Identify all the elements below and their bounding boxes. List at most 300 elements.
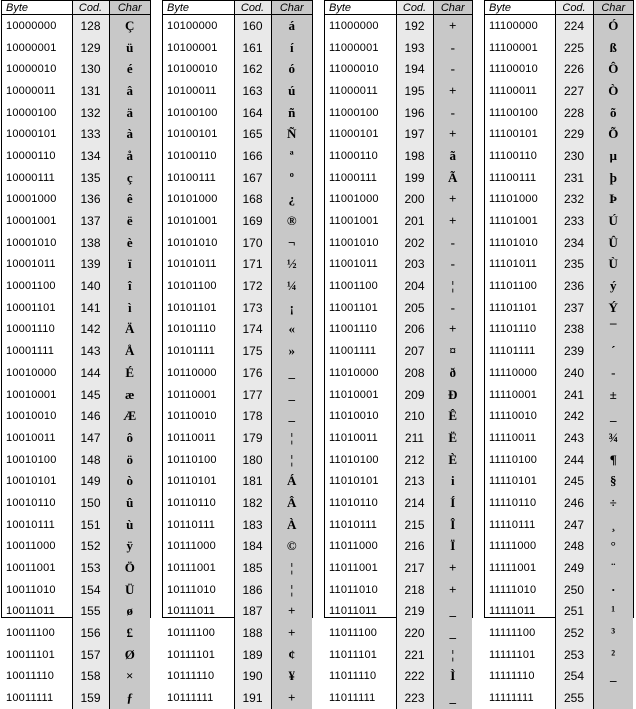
table-row (2, 37, 150, 59)
byte-cell: 10000011 (6, 84, 56, 97)
code-cell: 246 (555, 492, 593, 514)
byte-cell: 11111011 (489, 605, 536, 618)
table-row (2, 145, 150, 167)
char-cell: è (109, 232, 150, 254)
char-cell: Å (109, 340, 150, 362)
char-cell: Õ (593, 123, 633, 145)
table-row (325, 15, 472, 37)
code-cell: 204 (396, 275, 433, 297)
char-cell: ´ (593, 340, 633, 362)
table-row (2, 362, 150, 384)
char-cell: ¾ (593, 427, 633, 449)
table-row (2, 470, 150, 492)
byte-cell: 11000000 (329, 19, 379, 32)
code-cell: 158 (72, 666, 109, 688)
code-cell: 133 (72, 123, 109, 145)
byte-cell: 11011100 (329, 627, 378, 640)
byte-cell: 11111001 (489, 562, 537, 575)
table-row (2, 405, 150, 427)
byte-cell: 11101100 (489, 280, 538, 293)
table-panel-4 (484, 0, 634, 706)
byte-cell: 11010111 (329, 518, 378, 531)
code-cell: 176 (234, 362, 271, 384)
byte-cell: 10110110 (167, 496, 216, 509)
char-cell: º (271, 167, 312, 189)
table-row (163, 167, 312, 189)
code-cell: 206 (396, 319, 433, 341)
code-cell: 233 (555, 210, 593, 232)
code-cell: 229 (555, 123, 593, 145)
byte-cell: 10011001 (6, 562, 56, 575)
code-cell: 242 (555, 405, 593, 427)
char-cell: þ (593, 167, 633, 189)
table-row (163, 254, 312, 276)
byte-cell: 11111010 (489, 583, 537, 596)
code-cell: 245 (555, 470, 593, 492)
char-cell: - (433, 58, 472, 80)
table-row (163, 319, 312, 341)
char-cell: + (271, 601, 312, 623)
table-row (325, 145, 472, 167)
code-cell: 217 (396, 557, 433, 579)
char-cell: ã (433, 145, 472, 167)
char-cell (593, 687, 633, 709)
byte-cell: 10101100 (167, 280, 217, 293)
char-cell: + (433, 80, 472, 102)
table-row (485, 644, 633, 666)
byte-cell: 11001110 (329, 323, 378, 336)
table-row (2, 123, 150, 145)
ascii-table-224-255 (485, 1, 633, 709)
char-cell: ¤ (433, 340, 472, 362)
code-cell: 239 (555, 340, 593, 362)
byte-cell: 11010010 (329, 410, 379, 423)
table-row (485, 254, 633, 276)
byte-cell: 10100010 (167, 63, 218, 76)
table-row (485, 123, 633, 145)
code-cell: 191 (234, 687, 271, 709)
byte-cell: 10011000 (6, 540, 56, 553)
table-row (2, 232, 150, 254)
char-cell: § (593, 470, 633, 492)
char-cell: ê (109, 189, 150, 211)
char-cell: + (433, 319, 472, 341)
code-cell: 214 (396, 492, 433, 514)
table-row (163, 58, 312, 80)
char-cell: Ë (433, 427, 472, 449)
char-cell: Á (271, 470, 312, 492)
table-row (2, 644, 150, 666)
byte-cell: 11110010 (489, 410, 538, 423)
byte-cell: 11100101 (489, 128, 538, 141)
table-row (163, 145, 312, 167)
byte-cell: 11011111 (329, 692, 376, 705)
byte-cell: 11001111 (329, 345, 377, 358)
byte-cell: 10010011 (6, 431, 56, 444)
char-cell: Ô (593, 58, 633, 80)
byte-cell: 10001111 (6, 345, 55, 358)
code-cell: 197 (396, 123, 433, 145)
code-cell: 227 (555, 80, 593, 102)
char-cell: ë (109, 210, 150, 232)
table-row (2, 601, 150, 623)
char-cell: É (109, 362, 150, 384)
byte-cell: 10000100 (6, 106, 57, 119)
char-cell: Þ (593, 189, 633, 211)
code-cell: 166 (234, 145, 271, 167)
byte-cell: 11100001 (489, 41, 538, 54)
char-cell: ç (109, 167, 150, 189)
byte-cell: 10011111 (6, 692, 54, 705)
char-cell: ½ (271, 254, 312, 276)
byte-cell: 11111111 (489, 692, 534, 705)
table-row (325, 275, 472, 297)
char-cell: _ (271, 362, 312, 384)
char-cell: + (433, 15, 472, 37)
byte-cell: 11000110 (329, 149, 378, 162)
code-cell: 218 (396, 579, 433, 601)
code-cell: 168 (234, 189, 271, 211)
code-cell: 164 (234, 102, 271, 124)
table-row (485, 297, 633, 319)
table-row (163, 514, 312, 536)
code-cell: 241 (555, 384, 593, 406)
byte-cell: 11110110 (489, 496, 537, 509)
header-char: Char (109, 1, 150, 15)
header-code: Cod. (555, 1, 593, 15)
code-cell: 237 (555, 297, 593, 319)
byte-cell: 11010110 (329, 496, 378, 509)
table-row (325, 687, 472, 709)
byte-cell: 10111110 (167, 670, 215, 683)
char-cell: î (109, 275, 150, 297)
table-row (163, 579, 312, 601)
code-cell: 130 (72, 58, 109, 80)
char-cell: ª (271, 145, 312, 167)
byte-cell: 10111001 (167, 562, 216, 575)
byte-cell: 10010110 (6, 496, 56, 509)
code-cell: 174 (234, 319, 271, 341)
table-panel-1 (1, 0, 151, 706)
table-row (163, 536, 312, 558)
table-row (163, 622, 312, 644)
table-row (2, 622, 150, 644)
byte-cell: 11010100 (329, 453, 379, 466)
byte-cell: 10000001 (6, 41, 57, 54)
code-cell: 249 (555, 557, 593, 579)
code-cell: 224 (555, 15, 593, 37)
table-row (163, 470, 312, 492)
table-row (163, 449, 312, 471)
table-row (163, 557, 312, 579)
byte-cell: 10111100 (167, 627, 216, 640)
byte-cell: 10000110 (6, 149, 56, 162)
char-cell: á (271, 15, 312, 37)
byte-cell: 11011010 (329, 583, 378, 596)
byte-cell: 11011101 (329, 648, 378, 661)
table-row (325, 189, 472, 211)
char-cell: ¥ (271, 666, 312, 688)
code-cell: 250 (555, 579, 593, 601)
byte-cell: 10010001 (6, 388, 57, 401)
byte-cell: 11101001 (489, 215, 538, 228)
code-cell: 212 (396, 449, 433, 471)
char-cell: + (433, 123, 472, 145)
code-cell: 148 (72, 449, 109, 471)
table-row (163, 362, 312, 384)
char-cell: - (433, 37, 472, 59)
byte-cell: 11110101 (489, 475, 538, 488)
table-row (2, 275, 150, 297)
table-row (2, 666, 150, 688)
code-cell: 234 (555, 232, 593, 254)
byte-cell: 11100000 (489, 19, 538, 32)
char-cell: Ø (109, 644, 150, 666)
char-cell: _ (433, 601, 472, 623)
char-cell: û (109, 492, 150, 514)
char-cell: » (271, 340, 312, 362)
table-row (2, 80, 150, 102)
table-row (2, 102, 150, 124)
table-row (2, 449, 150, 471)
table-row (2, 536, 150, 558)
code-cell: 138 (72, 232, 109, 254)
byte-cell: 11100110 (489, 149, 538, 162)
table-row (2, 557, 150, 579)
char-cell: ƒ (109, 687, 150, 709)
code-cell: 132 (72, 102, 109, 124)
char-cell: â (109, 80, 150, 102)
byte-cell: 11110111 (489, 518, 536, 531)
table-row (325, 666, 472, 688)
code-cell: 178 (234, 405, 271, 427)
ascii-table-192-223 (325, 1, 472, 709)
code-cell: 222 (396, 666, 433, 688)
table-row (163, 80, 312, 102)
byte-cell: 10111111 (167, 692, 214, 705)
code-cell: 156 (72, 622, 109, 644)
char-cell: ¸ (593, 514, 633, 536)
table-row (485, 167, 633, 189)
code-cell: 236 (555, 275, 593, 297)
char-cell: ï (109, 254, 150, 276)
byte-cell: 10001110 (6, 323, 55, 336)
code-cell: 141 (72, 297, 109, 319)
code-cell: 145 (72, 384, 109, 406)
table-row (325, 514, 472, 536)
code-cell: 223 (396, 687, 433, 709)
code-cell: 157 (72, 644, 109, 666)
char-cell: å (109, 145, 150, 167)
table-row (325, 297, 472, 319)
char-cell: Ù (593, 254, 633, 276)
table-row (485, 666, 633, 688)
code-cell: 203 (396, 254, 433, 276)
table-row (2, 210, 150, 232)
char-cell: ø (109, 601, 150, 623)
code-cell: 193 (396, 37, 433, 59)
byte-cell: 11111101 (489, 648, 536, 661)
byte-cell: 10111000 (167, 540, 216, 553)
table-row (325, 601, 472, 623)
char-cell: ¦ (271, 427, 312, 449)
byte-cell: 10100110 (167, 149, 217, 162)
char-cell: µ (593, 145, 633, 167)
code-cell: 187 (234, 601, 271, 623)
table-row (2, 167, 150, 189)
byte-cell: 10101001 (167, 215, 218, 228)
char-cell: _ (271, 405, 312, 427)
table-row (163, 275, 312, 297)
byte-cell: 11011000 (329, 540, 378, 553)
code-cell: 151 (72, 514, 109, 536)
char-cell: ¦ (271, 579, 312, 601)
code-cell: 253 (555, 644, 593, 666)
byte-cell: 10100111 (167, 171, 216, 184)
table-row (325, 557, 472, 579)
table-panel-2 (162, 0, 313, 706)
table-row (325, 427, 472, 449)
code-cell: 155 (72, 601, 109, 623)
char-cell: · (593, 579, 633, 601)
table-row (325, 123, 472, 145)
char-cell: ¿ (271, 189, 312, 211)
table-row (163, 340, 312, 362)
code-cell: 179 (234, 427, 271, 449)
byte-cell: 11011001 (329, 562, 378, 575)
char-cell: ¬ (271, 232, 312, 254)
byte-cell: 11001101 (329, 301, 378, 314)
byte-cell: 10001010 (6, 236, 57, 249)
code-cell: 167 (234, 167, 271, 189)
code-cell: 170 (234, 232, 271, 254)
char-cell: ¹ (593, 601, 633, 623)
code-cell: 255 (555, 687, 593, 709)
char-cell: + (433, 210, 472, 232)
code-cell: 136 (72, 189, 109, 211)
char-cell: à (109, 123, 150, 145)
table-row (485, 319, 633, 341)
table-row (325, 37, 472, 59)
code-cell: 173 (234, 297, 271, 319)
char-cell: i (433, 470, 472, 492)
table-panel-3 (324, 0, 473, 706)
char-cell: + (433, 189, 472, 211)
code-cell: 254 (555, 666, 593, 688)
byte-cell: 10110001 (167, 388, 217, 401)
char-cell: Ã (433, 167, 472, 189)
byte-cell: 11101110 (489, 323, 537, 336)
char-cell: - (433, 102, 472, 124)
byte-cell: 10010000 (6, 366, 57, 379)
table-row (2, 579, 150, 601)
code-cell: 163 (234, 80, 271, 102)
char-cell: - (433, 232, 472, 254)
byte-cell: 11001011 (329, 258, 378, 271)
byte-cell: 10101010 (167, 236, 218, 249)
char-cell: + (433, 557, 472, 579)
char-cell: ÷ (593, 492, 633, 514)
char-cell: í (271, 37, 312, 59)
byte-cell: 11000100 (329, 106, 379, 119)
char-cell: ² (593, 644, 633, 666)
code-cell: 248 (555, 536, 593, 558)
code-cell: 177 (234, 384, 271, 406)
table-row (163, 102, 312, 124)
char-cell: ® (271, 210, 312, 232)
code-cell: 150 (72, 492, 109, 514)
byte-cell: 10001011 (6, 258, 56, 271)
header-char: Char (433, 1, 472, 15)
char-cell: ¦ (433, 644, 472, 666)
byte-cell: 10110100 (167, 453, 217, 466)
byte-cell: 10010111 (6, 518, 55, 531)
code-cell: 188 (234, 622, 271, 644)
char-cell: _ (433, 622, 472, 644)
table-row (485, 362, 633, 384)
code-cell: 153 (72, 557, 109, 579)
code-cell: 165 (234, 123, 271, 145)
header-char: Char (593, 1, 633, 15)
table-row (485, 340, 633, 362)
byte-cell: 11111000 (489, 540, 537, 553)
byte-cell: 10110111 (167, 518, 216, 531)
table-row (485, 15, 633, 37)
header-byte: Byte (163, 1, 234, 15)
code-cell: 186 (234, 579, 271, 601)
char-cell: _ (433, 687, 472, 709)
char-cell: ¦ (433, 275, 472, 297)
char-cell: × (109, 666, 150, 688)
code-cell: 152 (72, 536, 109, 558)
code-cell: 244 (555, 449, 593, 471)
code-cell: 216 (396, 536, 433, 558)
byte-cell: 10111101 (167, 648, 216, 661)
header-code: Cod. (234, 1, 271, 15)
char-cell: ö (109, 449, 150, 471)
code-cell: 137 (72, 210, 109, 232)
byte-cell: 10111011 (167, 605, 216, 618)
char-cell: + (271, 687, 312, 709)
table-row (2, 319, 150, 341)
byte-cell: 11101011 (489, 258, 538, 271)
table-row (485, 557, 633, 579)
byte-cell: 11001000 (329, 193, 379, 206)
char-cell: Ö (109, 557, 150, 579)
byte-cell: 11000011 (329, 84, 378, 97)
char-cell: ¶ (593, 449, 633, 471)
char-cell: - (433, 297, 472, 319)
char-cell: ü (109, 37, 150, 59)
char-cell: Ñ (271, 123, 312, 145)
code-cell: 162 (234, 58, 271, 80)
byte-cell: 11000111 (329, 171, 378, 184)
table-row (485, 232, 633, 254)
code-cell: 161 (234, 37, 271, 59)
byte-cell: 10011011 (6, 605, 55, 618)
code-cell: 142 (72, 319, 109, 341)
table-row (163, 666, 312, 688)
code-cell: 211 (396, 427, 433, 449)
byte-cell: 11010011 (329, 431, 378, 444)
char-cell: Í (433, 492, 472, 514)
code-cell: 146 (72, 405, 109, 427)
table-row (325, 80, 472, 102)
char-cell: ¦ (271, 449, 312, 471)
table-row (163, 427, 312, 449)
code-cell: 196 (396, 102, 433, 124)
code-cell: 172 (234, 275, 271, 297)
